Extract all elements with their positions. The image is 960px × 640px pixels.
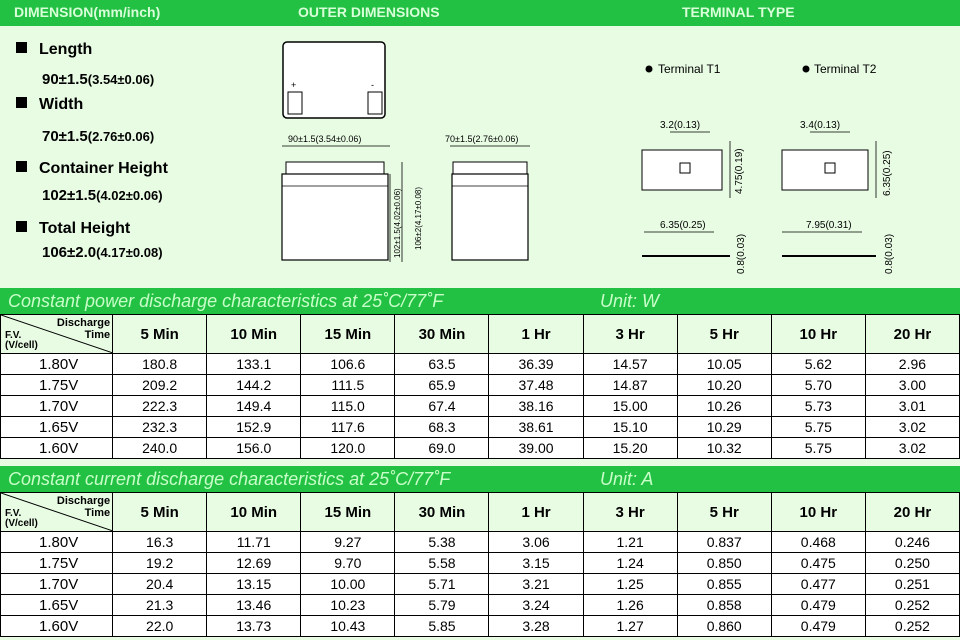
value-cell: 3.02 xyxy=(865,438,959,459)
dimension-title: DIMENSION(mm/inch) xyxy=(14,4,161,20)
value-cell: 3.15 xyxy=(489,553,583,574)
svg-text:0.8(0.03): 0.8(0.03) xyxy=(884,233,895,274)
value-cell: 0.855 xyxy=(677,574,771,595)
value-cell: 133.1 xyxy=(207,354,301,375)
final-voltage-cell: 1.80V xyxy=(1,354,113,375)
value-cell: 21.3 xyxy=(113,595,207,616)
column-header: 5 Hr xyxy=(677,315,771,354)
table-row xyxy=(1,417,960,438)
value-cell: 0.858 xyxy=(677,595,771,616)
table-header-row xyxy=(1,315,960,354)
current-table-band xyxy=(0,466,960,492)
svg-text:6.35(0.25): 6.35(0.25) xyxy=(660,220,706,231)
svg-text:6.35(0.25): 6.35(0.25) xyxy=(882,150,893,196)
value-cell: 1.21 xyxy=(583,532,677,553)
spec-width-value: 70±1.5(2.76±0.06) xyxy=(42,128,155,145)
value-cell: 5.75 xyxy=(771,417,865,438)
value-cell: 15.00 xyxy=(583,396,677,417)
table-row xyxy=(1,354,960,375)
value-cell: 10.32 xyxy=(677,438,771,459)
spec-container-height-value: 102±1.5(4.02±0.06) xyxy=(42,187,163,204)
value-cell: 0.479 xyxy=(771,616,865,637)
value-cell: 240.0 xyxy=(113,438,207,459)
value-cell: 180.8 xyxy=(113,354,207,375)
value-cell: 152.9 xyxy=(207,417,301,438)
spec-length-value: 90±1.5(3.54±0.06) xyxy=(42,71,155,88)
value-cell: 5.73 xyxy=(771,396,865,417)
value-cell: 19.2 xyxy=(113,553,207,574)
value-cell: 106.6 xyxy=(301,354,395,375)
value-cell: 11.71 xyxy=(207,532,301,553)
value-cell: 222.3 xyxy=(113,396,207,417)
spec-container-height-label: Container Height xyxy=(16,160,168,178)
table-header-row xyxy=(1,493,960,532)
terminal-type-title: TERMINAL TYPE xyxy=(682,4,795,20)
value-cell: 5.71 xyxy=(395,574,489,595)
svg-text:+: + xyxy=(291,80,297,90)
value-cell: 1.24 xyxy=(583,553,677,574)
dimension-panel xyxy=(0,26,960,284)
current-table-unit: Unit: A xyxy=(600,469,654,489)
value-cell: 120.0 xyxy=(301,438,395,459)
column-header: 30 Min xyxy=(395,493,489,532)
value-cell: 12.69 xyxy=(207,553,301,574)
value-cell: 10.05 xyxy=(677,354,771,375)
final-voltage-cell: 1.80V xyxy=(1,532,113,553)
value-cell: 5.70 xyxy=(771,375,865,396)
value-cell: 5.58 xyxy=(395,553,489,574)
value-cell: 10.29 xyxy=(677,417,771,438)
current-discharge-table xyxy=(0,492,960,637)
current-table-title: Constant current discharge characteristics at 25˚C/77˚F xyxy=(8,469,451,489)
svg-text:4.75(0.19): 4.75(0.19) xyxy=(734,148,745,194)
side-width-dimension: 70±1.5(2.76±0.06) xyxy=(445,134,519,144)
value-cell: 5.62 xyxy=(771,354,865,375)
bullet-icon xyxy=(16,97,27,108)
value-cell: 2.96 xyxy=(865,354,959,375)
value-cell: 0.252 xyxy=(865,616,959,637)
value-cell: 10.43 xyxy=(301,616,395,637)
value-cell: 0.252 xyxy=(865,595,959,616)
column-header: 30 Min xyxy=(395,315,489,354)
value-cell: 0.475 xyxy=(771,553,865,574)
value-cell: 0.837 xyxy=(677,532,771,553)
terminal-t1-label: Terminal T1 xyxy=(658,62,721,76)
front-width-dimension: 90±1.5(3.54±0.06) xyxy=(288,134,362,144)
column-header: 10 Hr xyxy=(771,315,865,354)
column-header: 20 Hr xyxy=(865,493,959,532)
value-cell: 22.0 xyxy=(113,616,207,637)
bullet-icon xyxy=(16,221,27,232)
value-cell: 0.251 xyxy=(865,574,959,595)
column-header: 10 Min xyxy=(207,493,301,532)
final-voltage-cell: 1.60V xyxy=(1,616,113,637)
value-cell: 38.16 xyxy=(489,396,583,417)
value-cell: 38.61 xyxy=(489,417,583,438)
column-header: 1 Hr xyxy=(489,315,583,354)
column-header: 1 Hr xyxy=(489,493,583,532)
spec-total-height-value: 106±2.0(4.17±0.08) xyxy=(42,244,163,261)
terminal-t2-label: Terminal T2 xyxy=(814,62,877,76)
value-cell: 156.0 xyxy=(207,438,301,459)
value-cell: 67.4 xyxy=(395,396,489,417)
outer-dimensions-drawing xyxy=(270,26,570,284)
spec-total-height-label: Total Height xyxy=(16,220,130,238)
column-header: 20 Hr xyxy=(865,315,959,354)
value-cell: 10.20 xyxy=(677,375,771,396)
value-cell: 1.26 xyxy=(583,595,677,616)
value-cell: 13.46 xyxy=(207,595,301,616)
value-cell: 5.75 xyxy=(771,438,865,459)
table-row xyxy=(1,553,960,574)
final-voltage-cell: 1.70V xyxy=(1,574,113,595)
value-cell: 10.00 xyxy=(301,574,395,595)
column-header: 5 Min xyxy=(113,493,207,532)
header-bar xyxy=(0,0,960,26)
value-cell: 5.38 xyxy=(395,532,489,553)
value-cell: 3.28 xyxy=(489,616,583,637)
power-discharge-table xyxy=(0,314,960,459)
value-cell: 0.250 xyxy=(865,553,959,574)
value-cell: 1.25 xyxy=(583,574,677,595)
value-cell: 16.3 xyxy=(113,532,207,553)
svg-text:0.8(0.03): 0.8(0.03) xyxy=(736,233,747,274)
value-cell: 36.39 xyxy=(489,354,583,375)
table-row xyxy=(1,616,960,637)
value-cell: 3.02 xyxy=(865,417,959,438)
value-cell: 13.15 xyxy=(207,574,301,595)
value-cell: 144.2 xyxy=(207,375,301,396)
final-voltage-cell: 1.65V xyxy=(1,417,113,438)
power-table-title: Constant power discharge characteristics at 25˚C/77˚F xyxy=(8,291,444,311)
value-cell: 0.479 xyxy=(771,595,865,616)
column-header: 5 Min xyxy=(113,315,207,354)
value-cell: 111.5 xyxy=(301,375,395,396)
table-row xyxy=(1,574,960,595)
spec-length-label: Length xyxy=(16,41,92,59)
value-cell: 232.3 xyxy=(113,417,207,438)
value-cell: 10.23 xyxy=(301,595,395,616)
value-cell: 0.477 xyxy=(771,574,865,595)
value-cell: 3.06 xyxy=(489,532,583,553)
svg-text:-: - xyxy=(371,80,374,90)
column-header: 3 Hr xyxy=(583,315,677,354)
value-cell: 15.10 xyxy=(583,417,677,438)
column-header: 3 Hr xyxy=(583,493,677,532)
value-cell: 3.21 xyxy=(489,574,583,595)
table-row xyxy=(1,595,960,616)
column-header: 10 Min xyxy=(207,315,301,354)
value-cell: 0.246 xyxy=(865,532,959,553)
table-row xyxy=(1,438,960,459)
value-cell: 117.6 xyxy=(301,417,395,438)
table-row xyxy=(1,396,960,417)
terminal-drawing xyxy=(630,56,930,276)
table-corner-cell: Discharge Time F.V. (V/cell) xyxy=(1,493,113,532)
final-voltage-cell: 1.70V xyxy=(1,396,113,417)
column-header: 5 Hr xyxy=(677,493,771,532)
value-cell: 39.00 xyxy=(489,438,583,459)
power-table-band xyxy=(0,288,960,314)
value-cell: 20.4 xyxy=(113,574,207,595)
value-cell: 115.0 xyxy=(301,396,395,417)
value-cell: 0.860 xyxy=(677,616,771,637)
column-header: 15 Min xyxy=(301,493,395,532)
value-cell: 5.79 xyxy=(395,595,489,616)
bullet-icon xyxy=(16,161,27,172)
bullet-icon xyxy=(16,42,27,53)
value-cell: 3.00 xyxy=(865,375,959,396)
final-voltage-cell: 1.60V xyxy=(1,438,113,459)
column-header: 10 Hr xyxy=(771,493,865,532)
value-cell: 65.9 xyxy=(395,375,489,396)
final-voltage-cell: 1.75V xyxy=(1,375,113,396)
value-cell: 5.85 xyxy=(395,616,489,637)
spec-width-label: Width xyxy=(16,96,83,114)
container-height-dimension: 102±1.5(4.02±0.06) xyxy=(393,188,402,258)
value-cell: 13.73 xyxy=(207,616,301,637)
svg-text:3.2(0.13): 3.2(0.13) xyxy=(660,120,701,131)
svg-text:7.95(0.31): 7.95(0.31) xyxy=(806,220,852,231)
value-cell: 37.48 xyxy=(489,375,583,396)
final-voltage-cell: 1.65V xyxy=(1,595,113,616)
table-corner-cell: Discharge Time F.V. (V/cell) xyxy=(1,315,113,354)
power-table-unit: Unit: W xyxy=(600,291,660,311)
value-cell: 14.87 xyxy=(583,375,677,396)
value-cell: 0.468 xyxy=(771,532,865,553)
value-cell: 149.4 xyxy=(207,396,301,417)
value-cell: 14.57 xyxy=(583,354,677,375)
total-height-dimension: 106±2(4.17±0.08) xyxy=(414,186,423,250)
value-cell: 209.2 xyxy=(113,375,207,396)
value-cell: 9.70 xyxy=(301,553,395,574)
value-cell: 15.20 xyxy=(583,438,677,459)
value-cell: 68.3 xyxy=(395,417,489,438)
value-cell: 69.0 xyxy=(395,438,489,459)
value-cell: 1.27 xyxy=(583,616,677,637)
svg-text:3.4(0.13): 3.4(0.13) xyxy=(800,120,841,131)
value-cell: 3.24 xyxy=(489,595,583,616)
column-header: 15 Min xyxy=(301,315,395,354)
value-cell: 3.01 xyxy=(865,396,959,417)
value-cell: 9.27 xyxy=(301,532,395,553)
value-cell: 10.26 xyxy=(677,396,771,417)
value-cell: 0.850 xyxy=(677,553,771,574)
outer-dimensions-title: OUTER DIMENSIONS xyxy=(298,4,440,20)
table-row xyxy=(1,375,960,396)
final-voltage-cell: 1.75V xyxy=(1,553,113,574)
value-cell: 63.5 xyxy=(395,354,489,375)
table-row xyxy=(1,532,960,553)
